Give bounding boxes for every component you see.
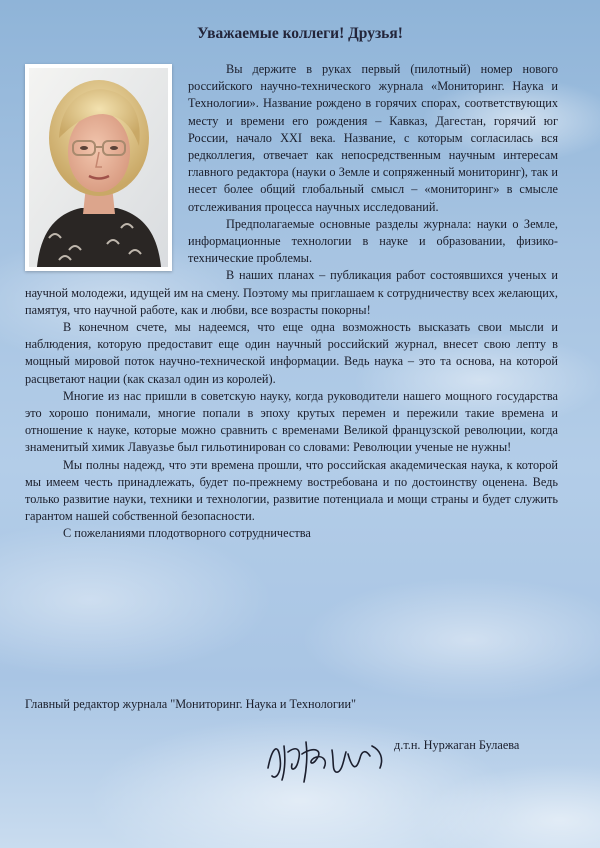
closing-line: С пожеланиями плодотворного сотрудничества bbox=[63, 526, 311, 541]
paragraph: Мы полны надежд, что эти времена прошли, что российская академическая наука, к которой мы имеем честь принадлежать, будет по-прежнему востребована и по достоинству оценена. Ведь только развитие науки, техники и технологии, развитие потенциала и мощи страны и будет служить гарантом нашей собственной безопасности. bbox=[25, 457, 558, 524]
paragraph: В конечном счете, мы надеемся, что еще одна возможность высказать свои мысли и наблюдения, которую предоставит еще один научный российский журнал, внесет свою лепту в мощный мировой поток научно-технической информации. Ведь наука – это та основа, на которой расцветают нации (как сказал один из королей). bbox=[25, 320, 558, 386]
paragraph: Вы держите в руках первый (пилотный) номер нового российского научно-технического журнала «Мониторинг. Наука и Технологии». Название рождено в горячих спорах, соответствующих месту и времени его рождения – Кавказ, Дагестан, горячий юг России, начало XXI века. Название, с которым согласилась вся редколлегия, отвечает как непосредственным научным интересам главного редактора (науки о Земле и сопряженный мониторинг), так и несет более общий глобальный смысл – «мониторинг» в смысле отслеживания процесса научных исследований. bbox=[188, 62, 558, 214]
letter-body bbox=[25, 61, 558, 543]
paragraph: В наших планах – публикация работ состоявшихся ученых и научной молодежи, идущей им на смену. Поэтому мы приглашаем к сотрудничеству всех желающих, памятуя, что научной работе, как и любви, все возрасты покорны! bbox=[25, 268, 558, 317]
letter-title: Уважаемые коллеги! Друзья! bbox=[197, 25, 403, 42]
handwritten-signature bbox=[262, 728, 392, 788]
paragraph: Предполагаемые основные разделы журнала: науки о Земле, информационные технологии в науке и образовании, физико-технические проблемы. bbox=[188, 216, 558, 266]
paragraph: Многие из нас пришли в советскую науку, когда руководители нашего мощного государства это хорошо понимали, многие попали в эпоху крутых перемен и пережили такие времена и отношение к науке, которые можно сравнить с временами Великой французской революции, когда знаменитый химик Лавуазье был гильотинирован со словами: Революции ученые не нужны! bbox=[25, 388, 558, 455]
signer-name: д.т.н. Нуржаган Булаева bbox=[394, 738, 520, 752]
editor-title-line: Главный редактор журнала "Мониторинг. Наука и Технологии" bbox=[25, 697, 357, 711]
